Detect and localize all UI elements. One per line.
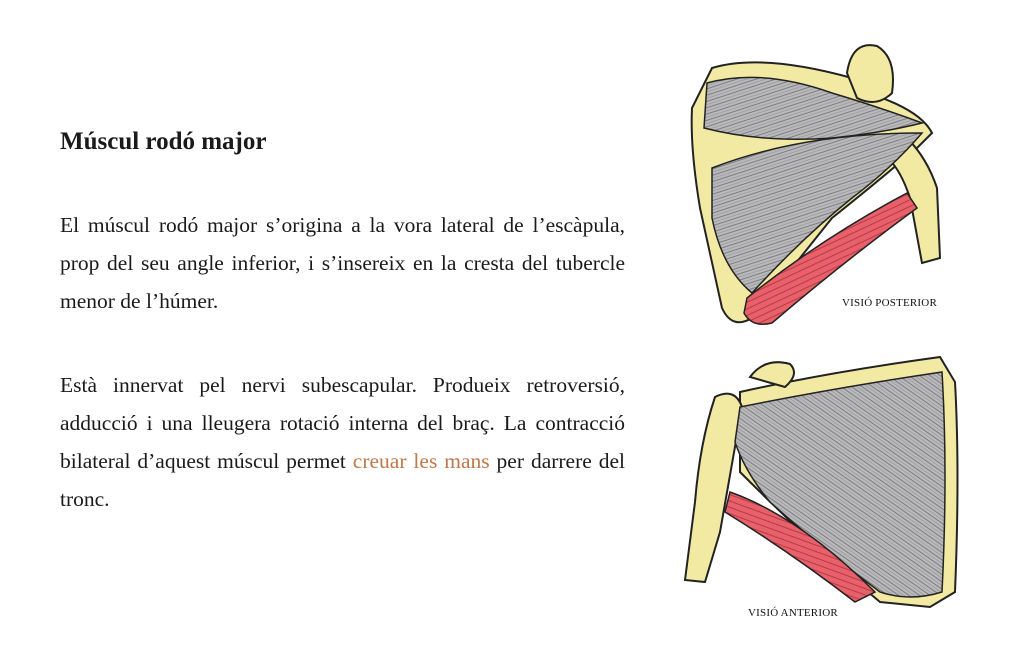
- innervation-text: Està innervat pel nervi subescapular. Produeix retroversió, adducció i una lleugera rotació interna del braç. La contracció bilateral d’aquest múscul permet: [60, 373, 625, 473]
- cross-hands-link[interactable]: creuar les mans: [352, 449, 490, 473]
- posterior-view-caption: VISIÓ POSTERIOR: [842, 297, 937, 309]
- origin-paragraph: El múscul rodó major s’origina a la vora lateral de l’escàpula, prop del seu angle inferior, i s’insereix en la cresta del tubercle menor de l’húmer.: [60, 213, 625, 313]
- anterior-view-caption: VISIÓ ANTERIOR: [748, 607, 838, 619]
- anterior-view-illustration: [680, 352, 965, 624]
- page-title: Múscul rodó major: [60, 128, 267, 155]
- innervation-paragraph: [60, 366, 625, 518]
- innervation-text-end: per darrere del tronc.: [60, 449, 625, 511]
- posterior-view-illustration: [682, 38, 942, 333]
